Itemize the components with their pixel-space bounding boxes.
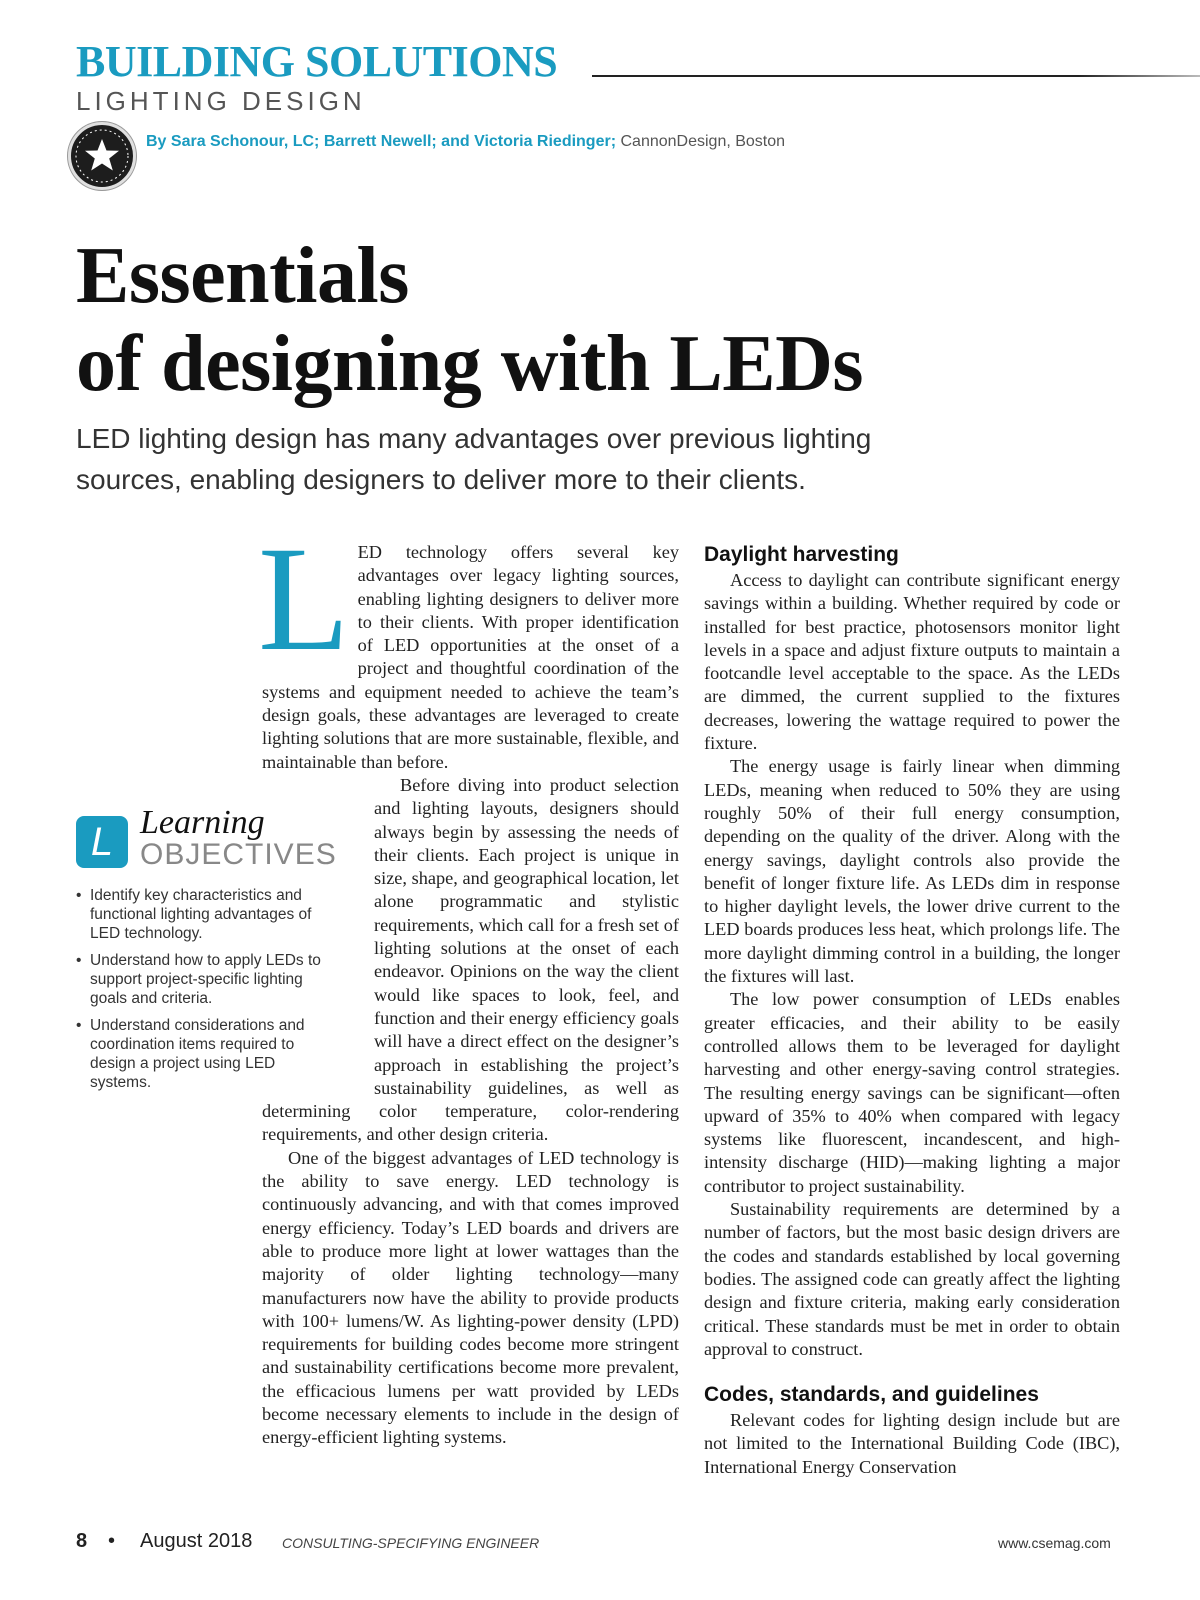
column-wrap-spacer [262, 778, 374, 1090]
section-title: BUILDING SOLUTIONS [76, 37, 558, 86]
body-paragraph: ED technology offers several key advantages over legacy lighting sources, enabling lighting designers to deliver more to their clients. With proper identification of LED opportunities at the onset of a project and thoughtful coordination of the systems and equipment needed to achieve the team’s design goals, these advantages are leveraged to create lighting solutions that are more sustainable, flexible, and maintainable than before. [262, 542, 679, 772]
footer-url: www.csemag.com [998, 1535, 1111, 1551]
headline-line-1: Essentials [76, 232, 409, 320]
drop-cap: L [258, 516, 350, 682]
header-rule [592, 75, 1200, 77]
body-paragraph: Relevant codes for lighting design include but are not limited to the International Building Code (IBC), International Energy Conservation [704, 1410, 1120, 1477]
subhead-daylight-harvesting: Daylight harvesting [704, 543, 899, 566]
body-column-middle [258, 516, 679, 1450]
body-paragraph: One of the biggest advantages of LED technology is the ability to save energy. LED technology is continuously advancing, and with that comes improved energy efficiency. Today’s LED boards and drivers are able to produce more light at lower wattages than the majority of older lighting technology—many manufacturers now have the ability to provide products with 100+ lumens/W. As lighting-power density (LPD) requirements for building codes become more stringent and sustainability certifications become more prevalent, the efficacious lumens per watt provided by LEDs become necessary elements to include in the design of energy-efficient lighting systems. [262, 1147, 679, 1448]
body-column-right [704, 541, 1120, 1479]
byline-affiliation: CannonDesign, Boston [620, 133, 786, 150]
body-paragraph: Before diving into product selection and lighting layouts, designers should always begin by assessing the needs of their clients. Each project is unique in size, shape, and geographical location, let alone programmatic and stylistic requirements, which call for a fresh set of lighting solutions at the onset of each endeavor. Opinions on the way the client would like spaces to look, feel, and function and their energy efficiency goals will have a direct effect on the designer’s approach in establishing the project’s sustainability guidelines, as well as determining color temperature, color-rendering requirements, and other design criteria. [262, 774, 679, 1145]
learning-objectives-icon: L [76, 816, 128, 868]
subhead-codes-standards: Codes, standards, and guidelines [704, 1383, 1039, 1407]
footer-date: August 2018 [140, 1530, 253, 1552]
list-item: • Understand considerations and coordination items required to design a project using LED systems. [76, 1016, 336, 1092]
footer-page-number: 8 [76, 1530, 88, 1552]
article-dek: LED lighting design has many advantages over previous lighting sources, enabling designers to deliver more to their clients. [76, 423, 872, 495]
objectives-heading-caps: OBJECTIVES [140, 838, 337, 871]
list-item: • Identify key characteristics and functional lighting advantages of LED technology. [76, 886, 336, 943]
headline-line-2: of designing with LEDs [76, 320, 863, 408]
byline [146, 133, 785, 151]
footer-separator: • [108, 1530, 116, 1552]
subsection-title: LIGHTING DESIGN [76, 86, 366, 116]
list-item: • Understand how to apply LEDs to support project-specific lighting goals and criteria. [76, 951, 336, 1008]
body-paragraph: Sustainability requirements are determined by a number of factors, but the most basic design drivers are the codes and standards established by local governing bodies. The assigned code can greatly affect the lighting design and fixture criteria, making early consideration critical. These standards must be met in order to obtain approval to construct. [704, 1199, 1120, 1359]
body-paragraph: The low power consumption of LEDs enables greater efficacies, and their ability to be easily controlled allows them to be leveraged for daylight harvesting and other energy-saving control strategies. The resulting energy savings can be significant—often upward of 35% to 40% when compared with legacy systems like fluorescent, incandescent, and high-intensity discharge (HID)—making lighting a major contributor to project sustainability. [704, 989, 1120, 1196]
footer-magazine-name: CONSULTING-SPECIFYING ENGINEER [282, 1535, 540, 1551]
byline-authors: By Sara Schonour, LC; Barrett Newell; and Victoria Riedinger; [146, 133, 617, 150]
peer-reviewed-seal-icon [68, 122, 136, 190]
body-paragraph: The energy usage is fairly linear when dimming LEDs, meaning when reduced to 50% they are using roughly 50% of their full energy consumption, depending on the quality of the driver. Along with the energy savings, daylight controls also provide the benefit of longer fixture life. As LEDs dim in response to higher daylight levels, the lower drive current to the LED boards produces less heat, which prolongs life. The more daylight dimming control in a building, the longer the fixtures will last. [704, 756, 1120, 987]
body-paragraph: Access to daylight can contribute significant energy savings within a building. Whether required by code or installed for best practice, photosensors monitor light levels in a space and adjust fixture outputs to maintain a footcandle level acceptable to the space. As the LEDs are dimmed, the current supplied to the fixtures decreases, lowering the wattage required to power the fixture. [704, 570, 1120, 754]
learning-heading-script: Learning [140, 804, 265, 841]
article-headline [76, 232, 863, 408]
